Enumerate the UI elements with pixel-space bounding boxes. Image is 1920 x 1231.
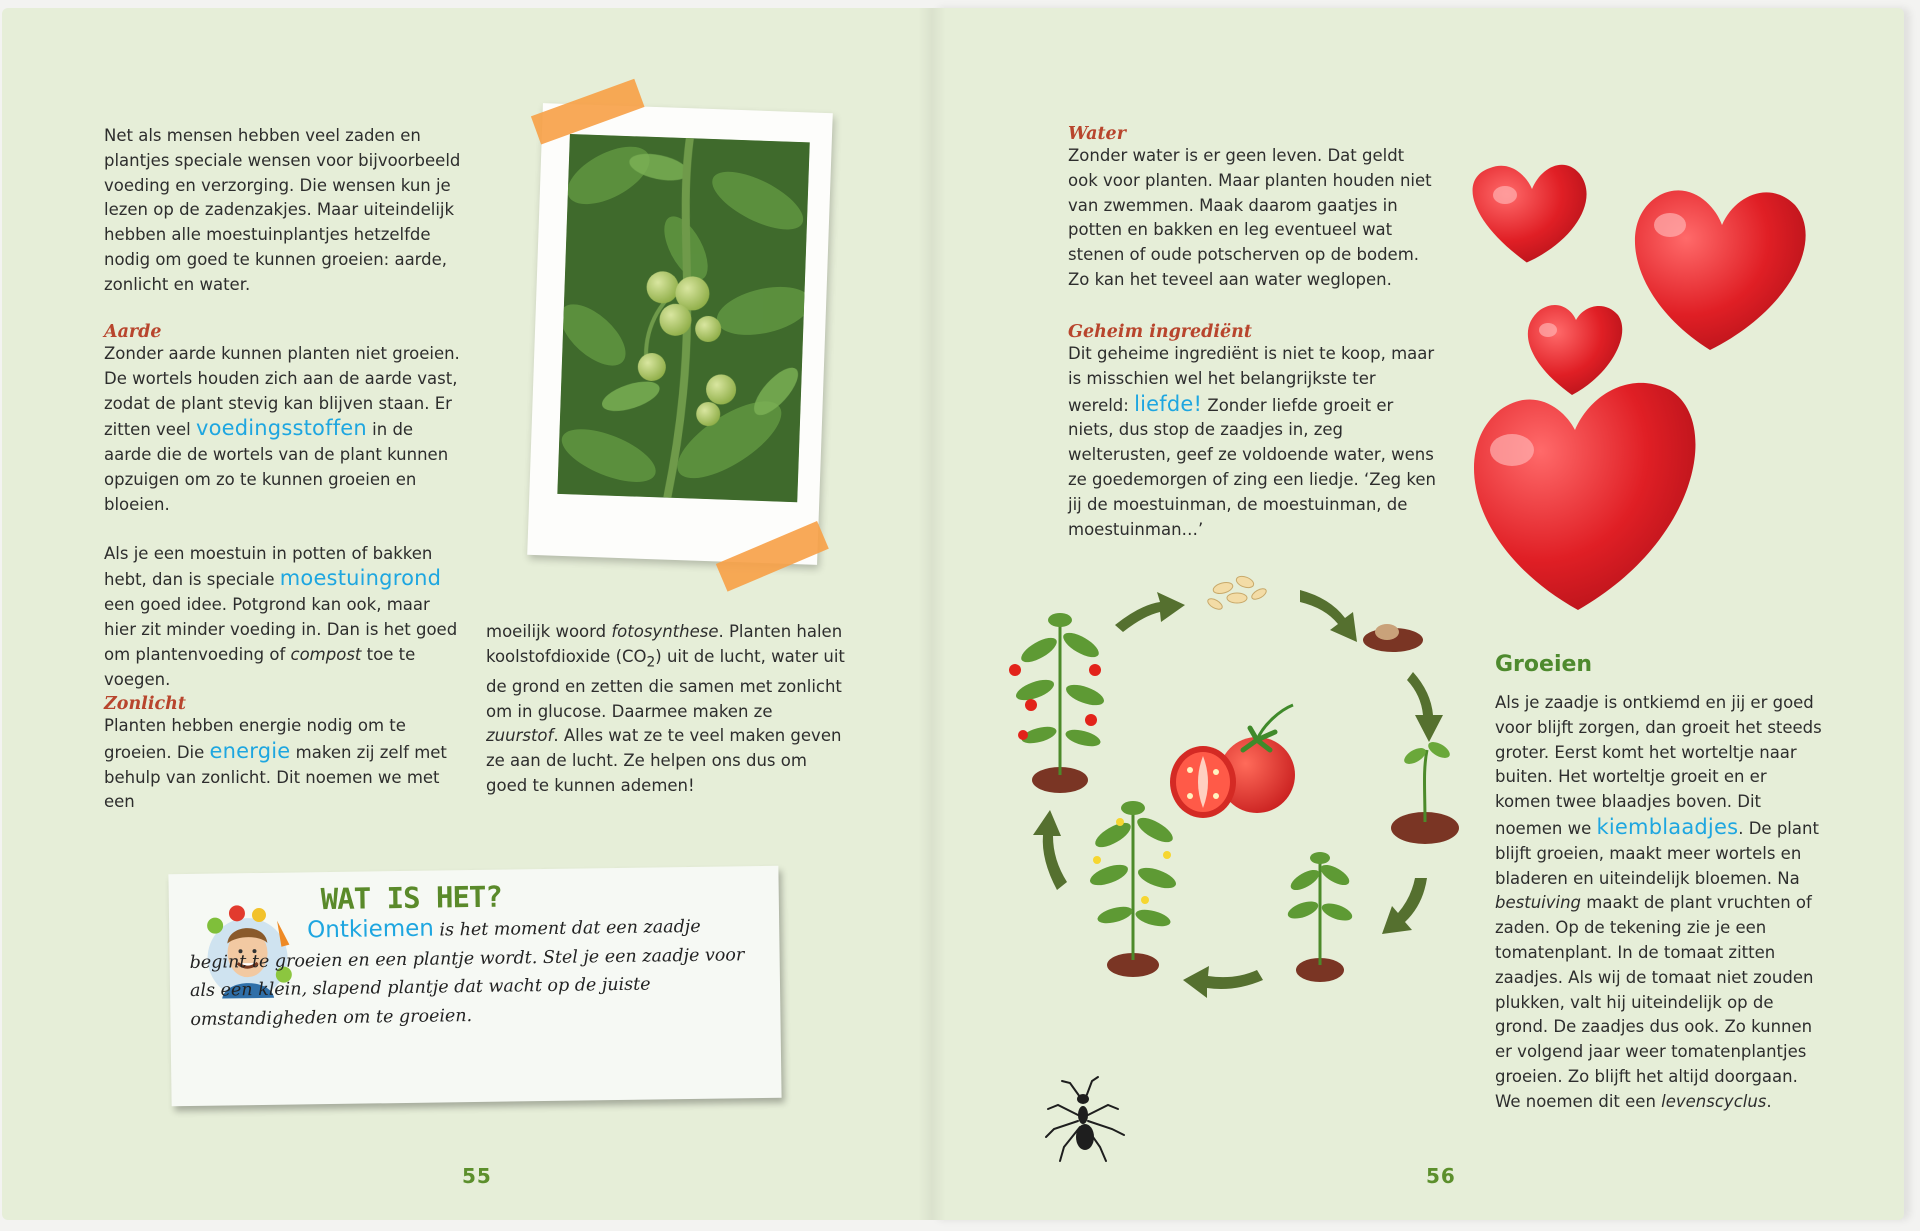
groeien-section [1495, 652, 1825, 1115]
ant-icon [1040, 1075, 1130, 1165]
aarde-p2-text-mid: een goed idee. Potgrond kan ook, maar hier zit minder voeding in. Dan is het goed om plantenvoeding of [104, 595, 458, 664]
groeien-text-mid: . De plant blijft groeien, maakt meer wortels en bladeren en uiteindelijk bloemen. Na [1495, 818, 1819, 888]
fotosynthese-paragraph [486, 620, 846, 799]
page-number-left: 55 [462, 1164, 492, 1188]
tomato-plant-photo [557, 134, 809, 502]
col2-text-end: . Alles wat ze te veel maken geven ze aan de lucht. Ze helpen ons dus om goed te kunnen ademen! [486, 726, 842, 796]
geheim-text-end: Zonder liefde groeit er niets, dus stop de zaadjes in, zeg welterusten, geef ze voldoende water, wens ze goedemorgen of zing een liedje. ‘Zeg ken jij de moestuinman, de moestuinman, de moestuinman…’ [1068, 395, 1436, 539]
hearts-illustration [1460, 150, 1830, 620]
note-title: WAT IS HET? [320, 879, 503, 917]
aarde-p2-text: Als je een moestuin in potten of bakken hebt, dan is speciale [104, 543, 433, 590]
young-plant-icon [1286, 852, 1355, 982]
col2-subscript: 2 [646, 654, 656, 671]
aarde-p2-text-end: toe te voegen. [104, 644, 416, 689]
heart-icon [1635, 190, 1806, 350]
geheim-section [1068, 322, 1438, 542]
col2-text-mid: . Planten halen koolstofdioxide (CO [486, 622, 843, 666]
zonlicht-text-end: maken zij zelf met behulp van zonlicht. Dit noemen we met een [104, 742, 447, 812]
intro-block [104, 124, 464, 298]
seedling-icon [1391, 739, 1459, 844]
polaroid-photo-frame [527, 103, 833, 565]
note-text [189, 910, 751, 1034]
tomato-icon [1170, 705, 1295, 818]
aarde-section [104, 322, 464, 692]
col2-emphasis-zuurstof: zuurstof [486, 726, 554, 746]
groeien-title: Groeien [1495, 652, 1593, 677]
zonlicht-paragraph [104, 714, 469, 815]
heart-icon [1473, 165, 1587, 263]
note-text-indent [189, 937, 307, 939]
keyword-ontkiemen: Ontkiemen [307, 915, 435, 944]
fotosynthese-column [486, 620, 846, 799]
aarde-p1-text: Zonder aarde kunnen planten niet groeien. De wortels houden zich aan de aarde vast, zodat de plant stevig kan blijven staan. Er zitten veel [104, 344, 460, 440]
zonlicht-section [104, 694, 469, 815]
page-number-right: 56 [1426, 1164, 1456, 1188]
life-cycle-illustration [995, 560, 1465, 1020]
keyword-voedingsstoffen: voedingsstoffen [195, 416, 367, 441]
intro-paragraph: Net als mensen hebben veel zaden en plantjes speciale wensen voor bijvoorbeeld voeding en verzorging. Die wensen kun je lezen op de zadenzakjes. Maar uiteindelijk hebben alle moestuinplantjes hetzelfde nodig om goed te kunnen groeien: aarde, zonlicht en water. [104, 126, 461, 294]
water-heading: Water [1068, 124, 1126, 144]
heart-icon [1528, 305, 1622, 395]
keyword-energie: energie [209, 738, 291, 763]
zonlicht-heading: Zonlicht [104, 694, 186, 714]
page-gutter [918, 8, 946, 1220]
geheim-paragraph [1068, 342, 1438, 542]
aarde-p2-emphasis: compost [290, 644, 362, 664]
flowering-plant-icon [1087, 801, 1178, 977]
col2-text-mid2: ) uit de lucht, water uit de grond en zetten die samen met zonlicht om in glucose. Daarmee maken ze [486, 646, 845, 721]
keyword-kiemblaadjes: kiemblaadjes [1596, 814, 1739, 839]
note-definition: is het moment dat een zaadje begint te groeien en een plantje wordt. Stel je een zaadje voor als een klein, slapend plantje dat wacht op de juiste omstandigheden om te groeien. [189, 916, 745, 1030]
fruiting-plant-icon [1009, 613, 1107, 793]
geheim-heading: Geheim ingrediënt [1068, 322, 1252, 342]
keyword-liefde: liefde! [1134, 391, 1203, 416]
col2-text: moeilijk woord [486, 622, 612, 641]
groeien-emphasis-levenscyclus: levenscyclus [1661, 1091, 1767, 1111]
zonlicht-text: Planten hebben energie nodig om te groeien. Die [104, 716, 406, 762]
aarde-paragraph-2 [104, 542, 464, 693]
groeien-text-mid2: maakt de plant vruchten of zaden. Op de tekening zie je een tomatenplant. In de tomaat zitten zaadjes. Als wij de tomaat niet zouden plukken, valt hij uiteindelijk op de grond. De zaadjes dus ook. Zo kunnen er volgend jaar weer tomatenplantjes groeien. Zo blijft het altijd doorgaan. We noemen dit een [1495, 893, 1814, 1111]
groeien-paragraph [1495, 691, 1825, 1115]
groeien-text: Als je zaadje is ontkiemd en jij er goed voor blijft zorgen, dan groeit het steeds groter. Eerst komt het worteltje naar buiten. Het worteltje groeit en er komen twee blaadjes boven. Dit noemen we [1495, 693, 1822, 838]
col2-emphasis-fotosynthese: fotosynthese [611, 622, 719, 641]
keyword-moestuingrond: moestuingrond [279, 566, 442, 591]
groeien-text-end: . [1766, 1091, 1772, 1111]
aarde-paragraph-1 [104, 342, 464, 518]
germinating-seed-icon [1363, 624, 1423, 652]
groeien-emphasis-bestuiving: bestuiving [1495, 893, 1582, 913]
seeds-icon [1206, 574, 1268, 611]
aarde-heading: Aarde [104, 322, 162, 342]
heart-icon [1474, 383, 1695, 610]
water-section [1068, 124, 1438, 293]
geheim-text: Dit geheime ingrediënt is niet te koop, maar is misschien wel het belangrijkste ter wereld: [1068, 344, 1435, 415]
aarde-p1-text-end: in de aarde die de wortels van de plant kunnen opzuigen om zo te kunnen groeien en bloeien. [104, 420, 449, 514]
water-paragraph: Zonder water is er geen leven. Dat geldt ook voor planten. Maar planten houden niet van zwemmen. Maak daarom gaatjes in potten en bakken en leg eventueel wat stenen of oude potscherven op de bodem. Zo kan het teveel aan water weglopen. [1068, 146, 1432, 289]
definition-note-card [168, 866, 781, 1106]
